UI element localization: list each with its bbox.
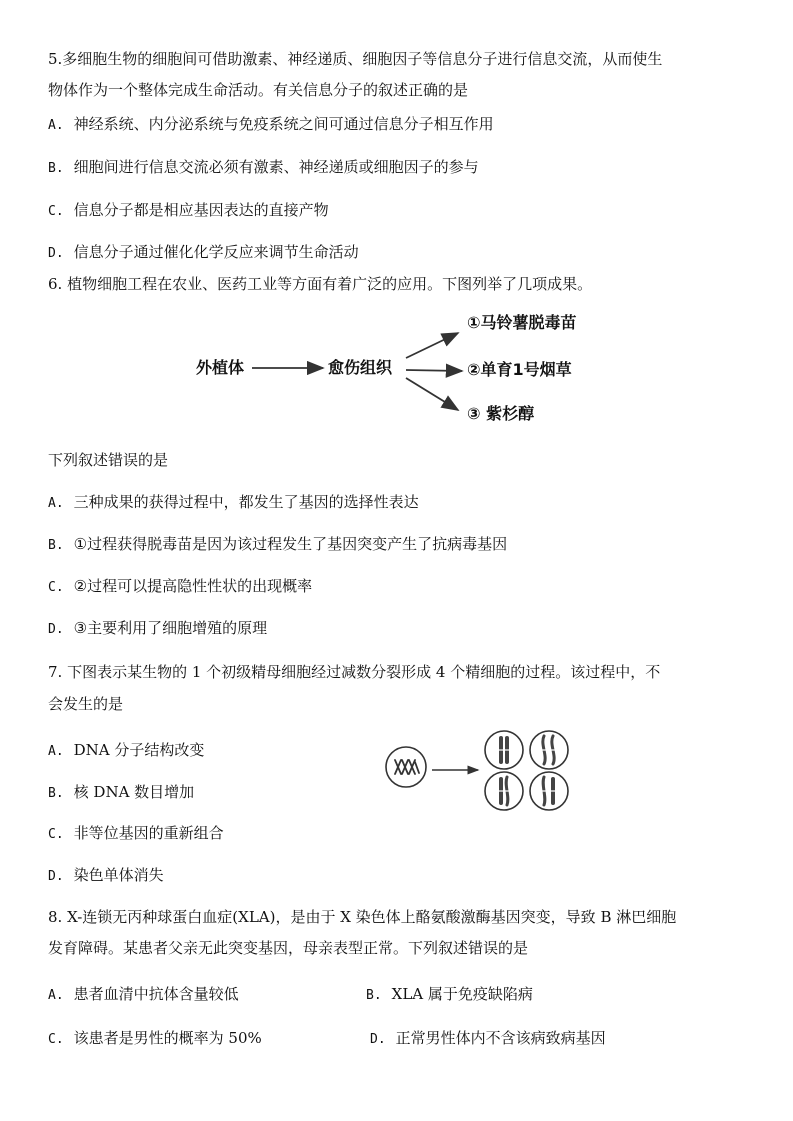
- q8-stem-line2: 发育障碍。某患者父亲无此突变基因，母亲表型正常。下列叙述错误的是: [48, 939, 529, 957]
- spermatid-cell-1: [485, 731, 523, 769]
- option-label: A.: [48, 744, 64, 759]
- option-text: 三种成果的获得过程中，都发生了基因的选择性表达: [73, 493, 419, 511]
- diagram-outcome-2: ②单育1号烟草: [467, 360, 572, 379]
- spermatid-cell-4: [530, 772, 568, 810]
- option-text: DNA 分子结构改变: [73, 741, 205, 759]
- option-text: 染色单体消失: [73, 866, 164, 884]
- option-text: 正常男性体内不含该病致病基因: [395, 1029, 606, 1047]
- diagram-source-label: 外植体: [196, 358, 245, 377]
- option-text: XLA 属于免疫缺陷病: [391, 985, 533, 1003]
- option-text: 神经系统、内分泌系统与免疫系统之间可通过信息分子相互作用: [73, 115, 494, 133]
- option-text: 信息分子通过催化化学反应来调节生命活动: [73, 243, 359, 261]
- q8-option-b: [366, 984, 533, 1006]
- option-label: B.: [366, 988, 382, 1003]
- option-label: D.: [48, 622, 64, 637]
- q8-option-d: [370, 1028, 606, 1050]
- q8-stem-line1: 8. X-连锁无丙种球蛋白血症(XLA)，是由于 X 染色体上酪氨酸激酶基因突变，导致 B 淋巴细胞: [48, 908, 677, 926]
- q6-prompt: 下列叙述错误的是: [48, 451, 169, 469]
- option-label: C.: [48, 1032, 64, 1047]
- option-label: C.: [48, 827, 64, 842]
- option-label: A.: [48, 118, 64, 133]
- spermatid-cell-3: [485, 772, 523, 810]
- option-text: 核 DNA 数目增加: [73, 783, 195, 801]
- option-label: D.: [48, 869, 64, 884]
- option-label: A.: [48, 496, 64, 511]
- option-label: D.: [48, 246, 64, 261]
- diagram-middle-label: 愈伤组织: [328, 358, 393, 377]
- option-text: 患者血清中抗体含量较低: [73, 985, 239, 1003]
- option-text: 该患者是男性的概率为 50%: [73, 1029, 262, 1047]
- option-text: 非等位基因的重新组合: [73, 824, 224, 842]
- diagram-outcome-1: ①马铃薯脱毒苗: [467, 313, 577, 332]
- q8-option-c: [48, 1028, 262, 1050]
- option-label: A.: [48, 988, 64, 1003]
- option-label: C.: [48, 580, 64, 595]
- option-text: 信息分子都是相应基因表达的直接产物: [73, 201, 329, 219]
- q6-stem: 6. 植物细胞工程在农业、医药工业等方面有着广泛的应用。下图列举了几项成果。: [48, 275, 593, 293]
- option-label: B.: [48, 538, 64, 553]
- option-label: D.: [370, 1032, 386, 1047]
- q5-stem-line1: 5.多细胞生物的细胞间可借助激素、神经递质、细胞因子等信息分子进行信息交流，从而使生: [48, 50, 663, 68]
- q7-stem-line2: 会发生的是: [48, 695, 124, 713]
- q8-option-a: [48, 984, 239, 1006]
- option-text: ②过程可以提高隐性性状的出现概率: [73, 577, 313, 595]
- q5-stem-line2: 物体作为一个整体完成生命活动。有关信息分子的叙述正确的是: [48, 81, 469, 99]
- option-text: ①过程获得脱毒苗是因为该过程发生了基因突变产生了抗病毒基因: [73, 535, 508, 553]
- option-text: ③主要利用了细胞增殖的原理: [73, 619, 268, 637]
- spermatid-cell-2: [530, 731, 568, 769]
- option-label: C.: [48, 204, 64, 219]
- q7-stem-line1: 7. 下图表示某生物的 1 个初级精母细胞经过减数分裂形成 4 个精细胞的过程。该过程中，不: [48, 663, 661, 681]
- option-label: B.: [48, 161, 64, 176]
- primary-spermatocyte-cell: [386, 747, 426, 787]
- diagram-outcome-3: ③ 紫杉醇: [467, 404, 535, 423]
- option-label: B.: [48, 786, 64, 801]
- option-text: 细胞间进行信息交流必须有激素、神经递质或细胞因子的参与: [73, 158, 479, 176]
